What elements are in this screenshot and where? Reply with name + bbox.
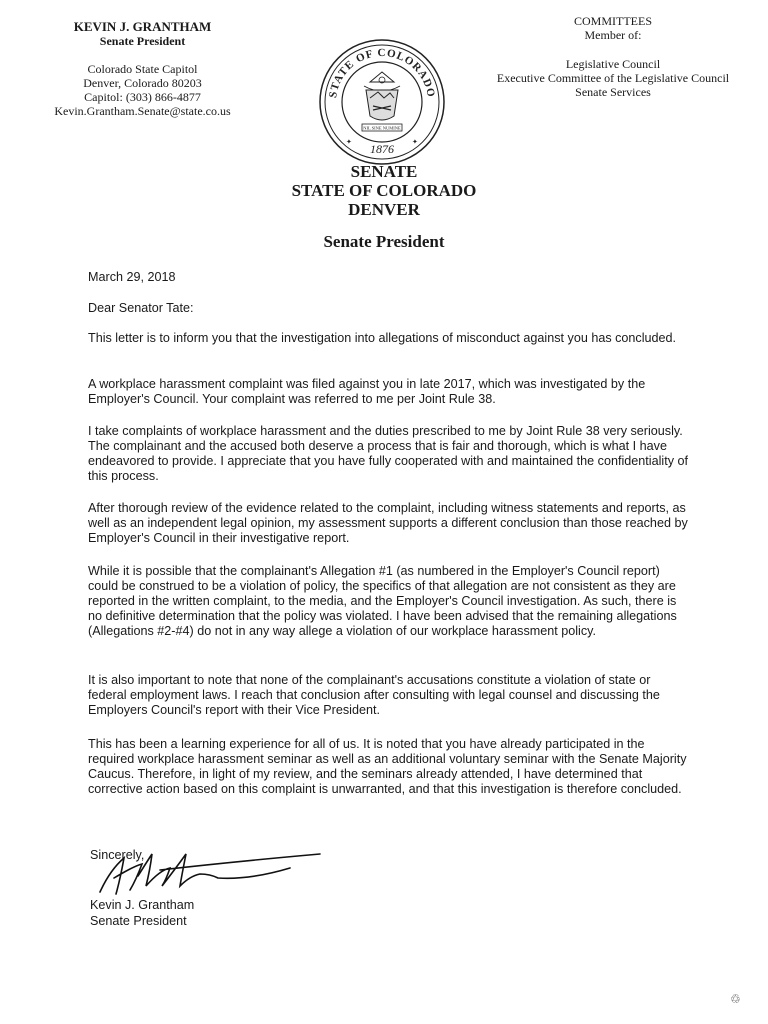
svg-text:✦: ✦ <box>346 138 352 146</box>
address-line: Colorado State Capitol <box>87 62 198 76</box>
sender-block <box>40 20 245 118</box>
seal-motto: NIL SINE NUMINE <box>363 125 401 131</box>
address-line: Denver, Colorado 80203 <box>83 76 202 90</box>
signature-block <box>90 897 194 929</box>
committees-list <box>488 57 738 99</box>
closing: Sincerely, <box>90 848 145 862</box>
signer-name: Kevin J. Grantham <box>90 898 195 912</box>
committee-item: Senate Services <box>575 85 651 99</box>
letterhead <box>0 162 768 219</box>
committees-block <box>488 14 738 99</box>
sender-name: KEVIN J. GRANTHAM <box>73 19 212 34</box>
committees-heading: COMMITTEES <box>574 14 652 28</box>
paragraph: A workplace harassment complaint was filed against you in late 2017, which was investigated by the Employer's Council. Your complaint was referred to me per Joint Rule 38. <box>88 377 646 406</box>
paragraph: It is also important to note that none of the complainant's accusations constitute a violation of state or federal employment laws. I reach that conclusion after consulting with legal counsel and discussing the Employers Council's report with their Vice President. <box>88 673 660 717</box>
signer-title: Senate President <box>90 914 187 928</box>
svg-text:✦: ✦ <box>412 138 418 146</box>
sender-address <box>40 62 245 118</box>
letterhead-city: DENVER <box>348 200 420 219</box>
letterhead-senate: SENATE <box>350 162 418 181</box>
committee-item: Legislative Council <box>565 57 661 71</box>
email-line: Kevin.Grantham.Senate@state.co.us <box>54 104 231 118</box>
paragraph: After thorough review of the evidence related to the complaint, including witness statements and reports, as well as an independent legal opinion, my assessment supports a different conclusion than those reached by Employer's Council in their investigative report. <box>88 501 688 545</box>
letter-date: March 29, 2018 <box>88 270 176 284</box>
letterhead-state: STATE OF COLORADO <box>291 181 477 200</box>
paragraph: While it is possible that the complainant's Allegation #1 (as numbered in the Employer's Council report) could be construed to be a violation of policy, the specifics of that allegation are not consistent as they are reported in the written complaint, to the media, and the Employer's Council investigation. As such, there is no definitive determination that the policy was violated. I have been advised that the remaining allegations (Allegations #2-#4) do not in any way allege a violation of our workplace harassment policy. <box>88 564 677 638</box>
salutation: Dear Senator Tate: <box>88 301 194 315</box>
office-title: Senate President <box>323 232 445 251</box>
paragraph: This has been a learning experience for all of us. It is noted that you have already participated in the required workplace harassment seminar as well as an additional voluntary seminar with the Senate Majority Caucus. Therefore, in light of my review, and the seminars already attended, I have determined that corrective action based on this complaint is unwarranted, and that this investigation is therefore concluded. <box>88 737 687 796</box>
phone-line: Capitol: (303) 866-4877 <box>84 90 201 104</box>
sender-title: Senate President <box>99 34 186 48</box>
paragraph: I take complaints of workplace harassment and the duties prescribed to me by Joint Rule 38 very seriously. The complainant and the accused both deserve a process that is fair and thorough, which is what I have endeavored to provide. I appreciate that you have fully cooperated with and maintained the confidentiality of this process. <box>88 424 688 483</box>
committee-item: Executive Committee of the Legislative Council <box>496 71 730 85</box>
seal-ring-text: STATE OF COLORADO <box>327 46 437 99</box>
handwritten-signature <box>90 840 330 900</box>
seal-year: 1876 <box>370 142 394 156</box>
recycle-icon: ♲ <box>730 992 741 1006</box>
paragraph: This letter is to inform you that the investigation into allegations of misconduct against you has concluded. <box>88 331 677 345</box>
committees-subheading: Member of: <box>584 28 642 42</box>
state-seal-icon <box>318 38 446 166</box>
